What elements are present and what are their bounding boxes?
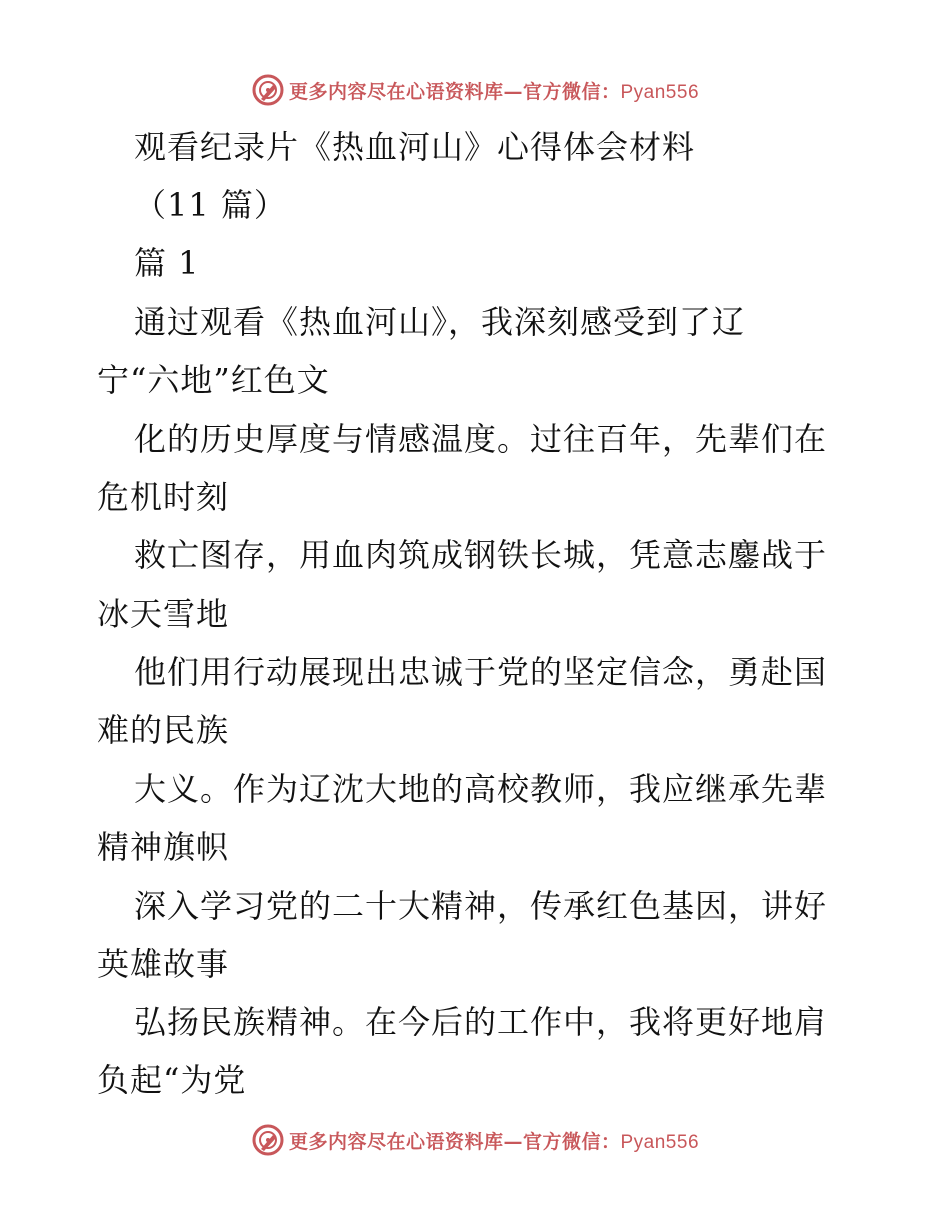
paragraph-line: 负起“为党 [97,1061,247,1099]
paragraph-line: 深入学习党的二十大精神，传承红色基因，讲好 [134,887,828,925]
paragraph-line: 冰天雪地 [97,595,230,633]
paragraph-line: 难的民族 [97,711,230,749]
banner-text: 更多内容尽在心语资料库—官方微信：Pyan556 [288,1130,700,1153]
paragraph-line: 宁“六地”红色文 [97,361,330,399]
paragraph-line: 精神旗帜 [97,828,230,866]
document-title: 观看纪录片《热血河山》心得体会材料 [134,128,696,166]
pen-nib-logo-icon [251,1123,285,1157]
wechat-id: Pyan556 [620,1131,700,1153]
wechat-id: Pyan556 [620,81,700,103]
paragraph-line: 他们用行动展现出忠诚于党的坚定信念，勇赴国 [134,653,828,691]
document-subtitle: （11 篇） [134,186,287,224]
footer-banner [0,1120,950,1160]
banner-text: 更多内容尽在心语资料库—官方微信：Pyan556 [288,80,700,103]
section-heading: 篇 1 [134,244,200,282]
paragraph-line: 化的历史厚度与情感温度。过往百年，先辈们在 [134,420,828,458]
paragraph-line: 大义。作为辽沈大地的高校教师，我应继承先辈 [134,770,828,808]
paragraph-line: 弘扬民族精神。在今后的工作中，我将更好地肩 [134,1003,828,1041]
paragraph-line: 危机时刻 [97,478,230,516]
header-banner [0,70,950,110]
pen-nib-logo-icon [251,73,285,107]
paragraph-line: 救亡图存，用血肉筑成钢铁长城，凭意志鏖战于 [134,536,828,574]
paragraph-line: 通过观看《热血河山》，我深刻感受到了辽 [134,303,746,341]
paragraph-line: 英雄故事 [97,945,230,983]
